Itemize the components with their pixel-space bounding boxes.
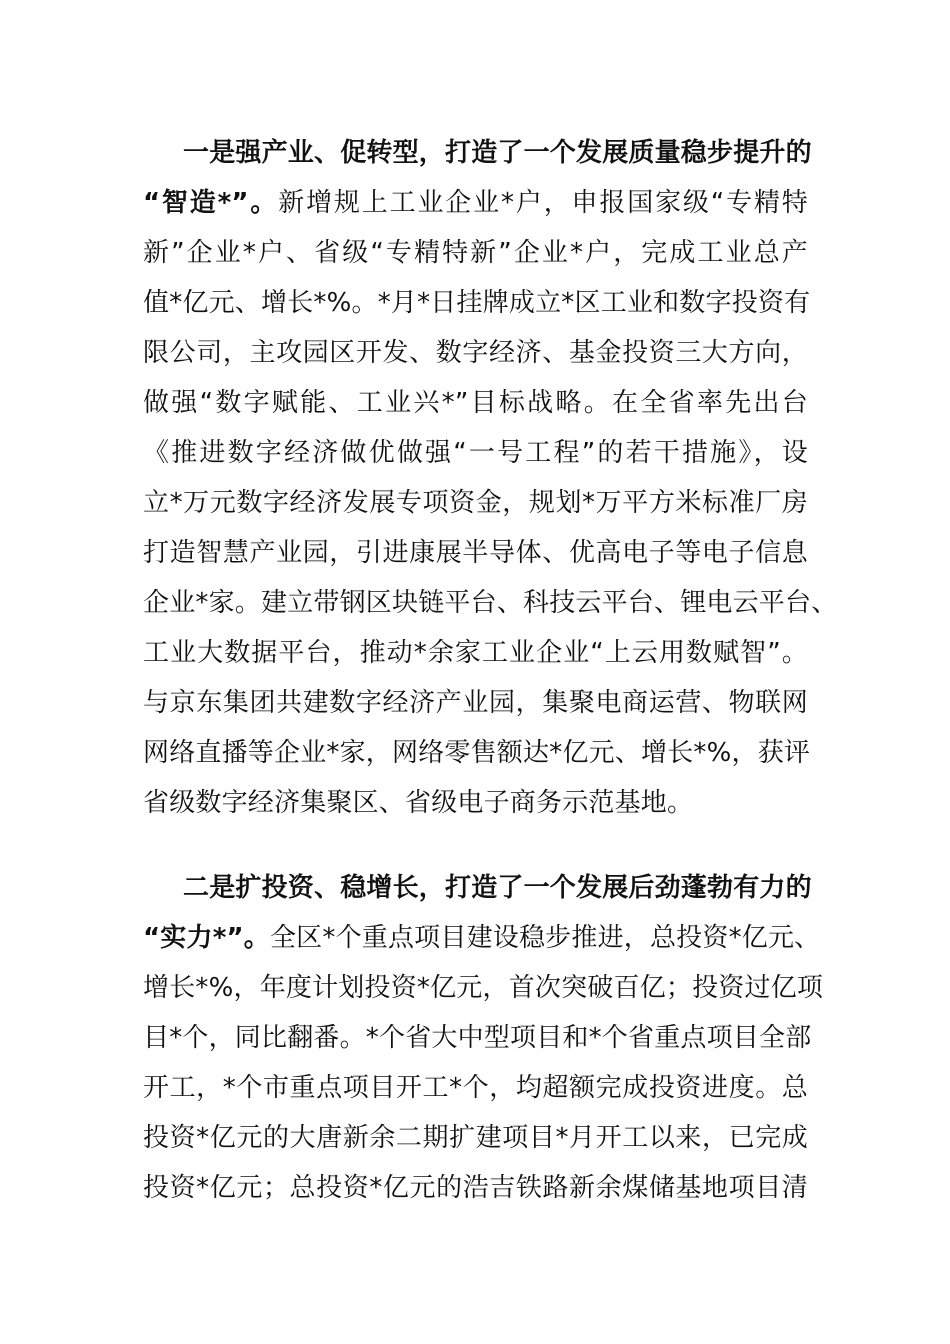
text-line [143,728,811,778]
text-line [143,128,812,178]
text-line [143,478,808,528]
body-text: 《推进数字经济做优做强“一号工程”的若干措施》，设 [143,438,808,468]
body-text: 增长*%，年度计划投资*亿元，首次突破百亿；投资过亿项 [143,973,824,1003]
paragraph-1 [143,128,838,828]
text-line [143,328,808,378]
body-text: 打造智慧产业园，引进康展半导体、优高电子等电子信息 [143,538,808,568]
text-line [143,778,808,828]
body-text: 网络直播等企业*家，网络零售额达*亿元、增长*%，获评 [143,738,811,768]
body-text: 开工，*个市重点项目开工*个，均超额完成投资进度。总 [143,1073,808,1103]
body-text: 与京东集团共建数字经济产业园，集聚电商运营、物联网 [143,688,808,718]
body-text: 全区*个重点项目建设稳步推进，总投资*亿元、 [269,923,821,953]
text-line [143,863,812,913]
text-line [143,228,808,278]
text-line [143,913,821,963]
body-text: 企业*家。建立带钢区块链平台、科技云平台、锂电云平台、 [143,588,838,618]
text-line [143,1063,808,1113]
body-text: 目*个，同比翻番。*个省大中型项目和*个省重点项目全部 [143,1023,812,1053]
body-text: 做强“数字赋能、工业兴*”目标战略。在全省率先出台 [143,388,808,418]
text-line [143,1163,808,1213]
text-line [143,528,808,578]
text-line [143,678,808,728]
body-text: 投资*亿元；总投资*亿元的浩吉铁路新余煤储基地项目清 [143,1173,808,1203]
body-text: 新”企业*户、省级“专精特新”企业*户，完成工业总产 [143,238,808,268]
body-text: 工业大数据平台，推动*余家工业企业“上云用数赋智”。 [143,638,808,668]
text-line [143,428,808,478]
heading-text: “实力*”。 [143,923,270,953]
text-line [143,378,808,428]
heading-text: 一是强产业、促转型，打造了一个发展质量稳步提升的 [183,138,812,168]
body-text: 省级数字经济集聚区、省级电子商务示范基地。 [143,788,694,818]
text-line [143,963,824,1013]
body-text: 限公司，主攻园区开发、数字经济、基金投资三大方向， [143,338,808,368]
body-text: 新增规上工业企业*户，申报国家级“专精特 [278,188,808,218]
paragraph-2 [143,863,824,1213]
text-line [143,1113,808,1163]
text-line [143,578,838,628]
heading-text: 二是扩投资、稳增长，打造了一个发展后劲蓬勃有力的 [183,873,812,903]
heading-text: “智造*”。 [143,188,279,218]
paragraph-spacer [143,828,808,863]
body-text: 立*万元数字经济发展专项资金，规划*万平方米标准厂房 [143,488,808,518]
text-line [143,278,811,328]
text-line [143,1013,812,1063]
text-line [143,178,808,228]
body-text: 投资*亿元的大唐新余二期扩建项目*月开工以来，已完成 [143,1123,808,1153]
body-text: 值*亿元、增长*%。*月*日挂牌成立*区工业和数字投资有 [143,288,811,318]
document-page [143,128,838,1213]
text-line [143,628,808,678]
